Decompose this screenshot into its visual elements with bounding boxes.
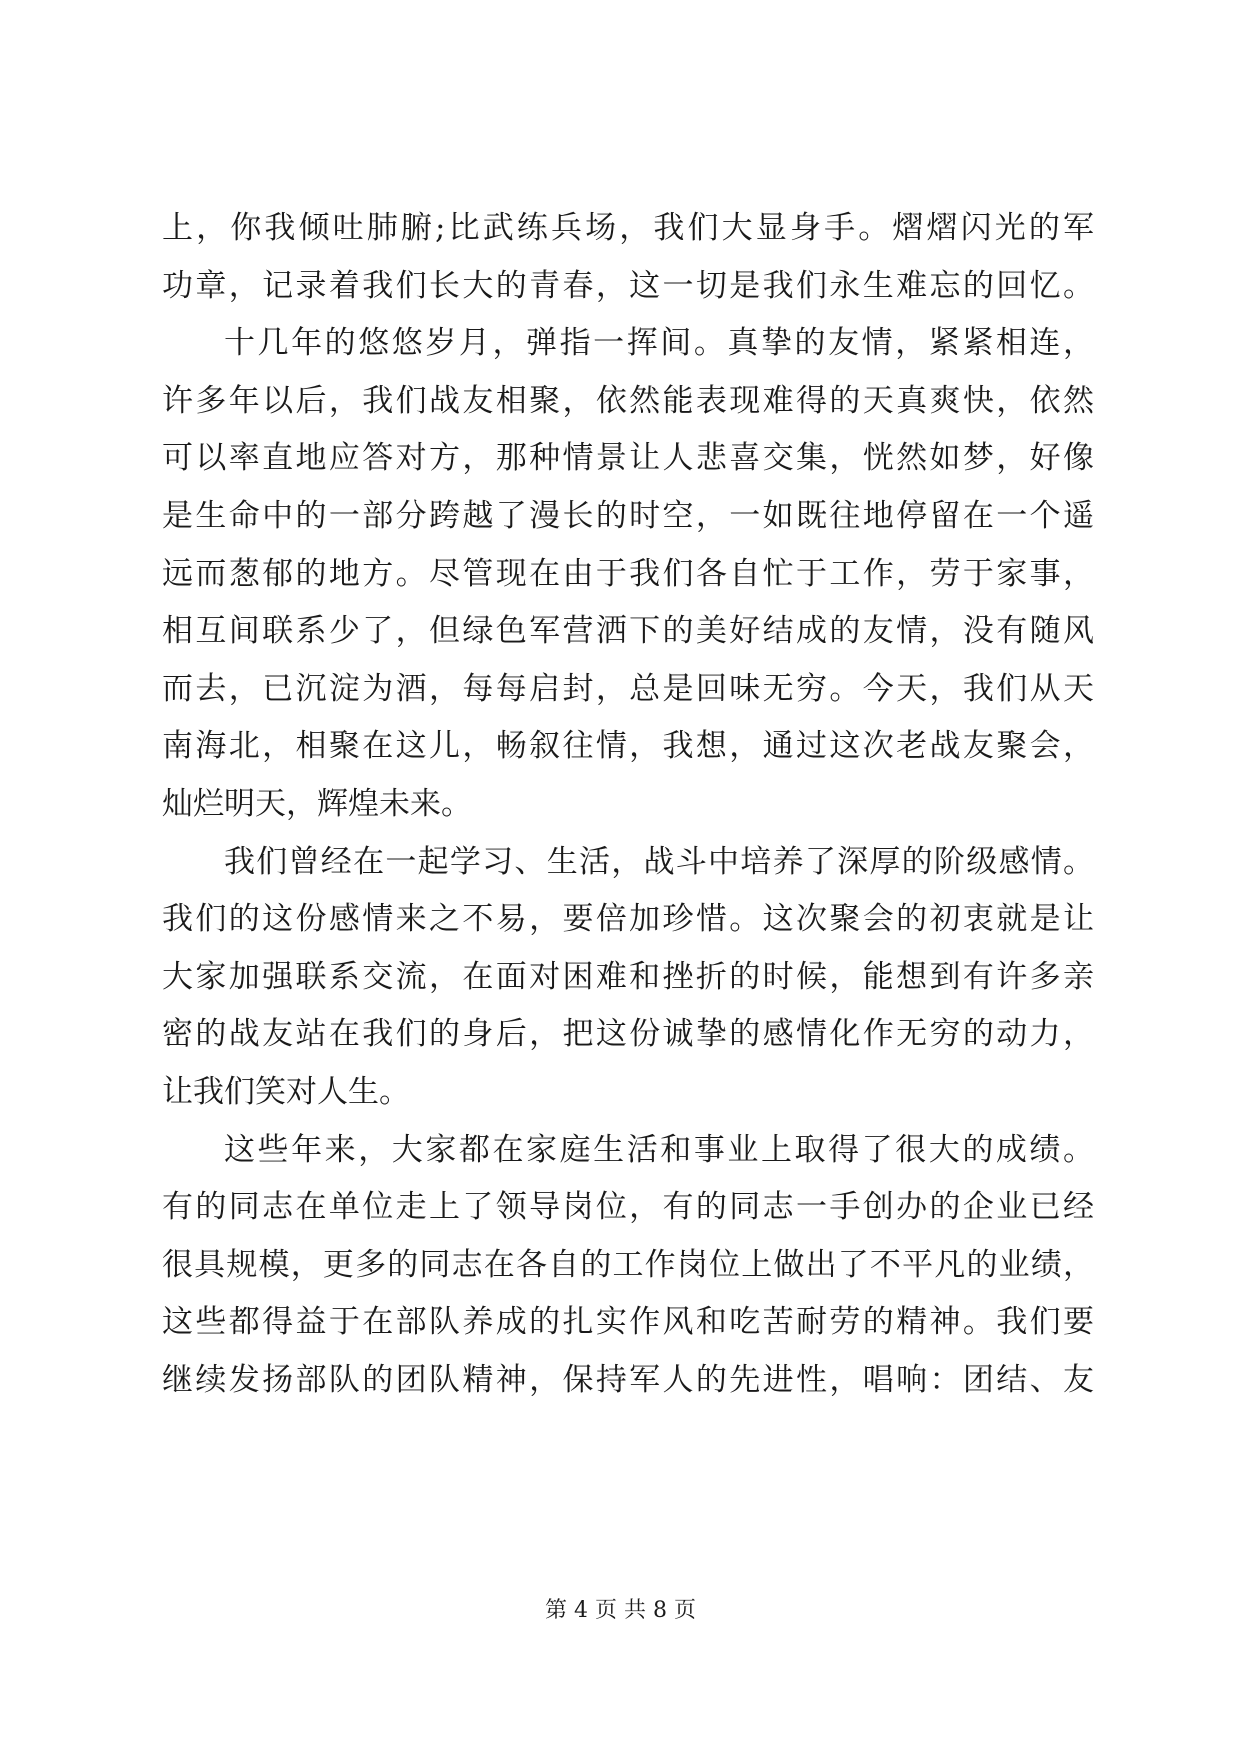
text-line: 灿烂明天，辉煌未来。 bbox=[162, 785, 472, 822]
text-line: 是生命中的一部分跨越了漫长的时空，一如既往地停留在一个遥 bbox=[162, 497, 1094, 534]
text-line: 功章，记录着我们长大的青春，这一切是我们永生难忘的回忆。 bbox=[162, 267, 1094, 304]
text-line: 而去，已沉淀为酒，每每启封，总是回味无穷。今天，我们从天 bbox=[162, 670, 1094, 707]
text-line: 十几年的悠悠岁月，弹指一挥间。真挚的友情，紧紧相连， bbox=[224, 325, 1094, 362]
text-line: 有的同志在单位走上了领导岗位，有的同志一手创办的企业已经 bbox=[162, 1189, 1094, 1226]
text-line: 可以率直地应答对方，那种情景让人悲喜交集，恍然如梦，好像 bbox=[162, 440, 1094, 477]
body-text bbox=[162, 200, 1094, 1409]
text-line: 密的战友站在我们的身后，把这份诚挚的感情化作无穷的动力， bbox=[162, 1016, 1094, 1053]
text-line: 这些年来，大家都在家庭生活和事业上取得了很大的成绩。 bbox=[224, 1131, 1094, 1168]
text-line: 上，你我倾吐肺腑;比武练兵场，我们大显身手。熠熠闪光的军 bbox=[162, 210, 1094, 246]
text-line: 相互间联系少了，但绿色军营洒下的美好结成的友情，没有随风 bbox=[162, 613, 1094, 650]
text-line: 继续发扬部队的团队精神，保持军人的先进性，唱响：团结、友 bbox=[162, 1361, 1094, 1398]
text-line: 远而葱郁的地方。尽管现在由于我们各自忙于工作，劳于家事， bbox=[162, 555, 1094, 592]
text-line: 南海北，相聚在这儿，畅叙往情，我想，通过这次老战友聚会， bbox=[162, 728, 1094, 765]
text-line: 这些都得益于在部队养成的扎实作风和吃苦耐劳的精神。我们要 bbox=[162, 1304, 1094, 1341]
text-line: 许多年以后，我们战友相聚，依然能表现难得的天真爽快，依然 bbox=[162, 382, 1094, 419]
text-line: 很具规模，更多的同志在各自的工作岗位上做出了不平凡的业绩， bbox=[162, 1246, 1094, 1283]
page-number-footer: 第 4 页 共 8 页 bbox=[545, 1598, 696, 1623]
text-line: 让我们笑对人生。 bbox=[162, 1073, 410, 1110]
text-line: 大家加强联系交流，在面对困难和挫折的时候，能想到有许多亲 bbox=[162, 958, 1094, 995]
text-line: 我们的这份感情来之不易，要倍加珍惜。这次聚会的初衷就是让 bbox=[162, 901, 1094, 938]
text-line: 我们曾经在一起学习、生活，战斗中培养了深厚的阶级感情。 bbox=[224, 843, 1094, 880]
